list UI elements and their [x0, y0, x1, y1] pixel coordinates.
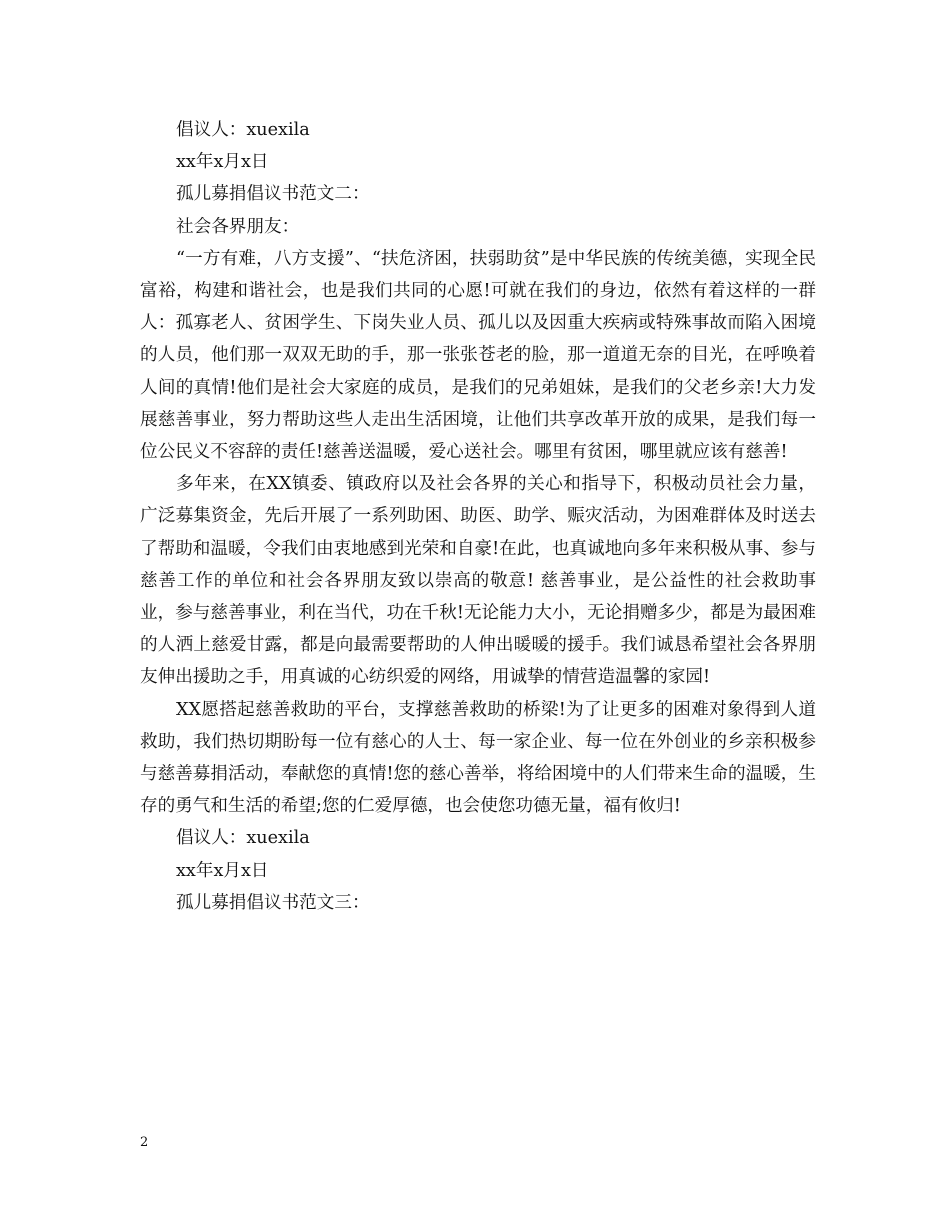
date-line: xx年x月x日: [176, 860, 269, 881]
page-number: 2: [140, 1135, 149, 1150]
body-paragraph: 多年来，在XX镇委、镇政府以及社会各界的关心和指导下，积极动员社会力量，广泛募集资金，先后开展了一系列助困、助医、助学、赈灾活动，为困难群体及时送去了帮助和温暖，令我们由衷地感到光荣和自豪!在此，也真诚地向多年来积极从事、参与慈善工作的单位和社会各界朋友致以崇高的敬意! 慈善事业，是公益性的社会救助事业，参与慈善事业，利在当代，功在千秋!无论能力大小，无论捐赠多少，都是为最困难的人洒上慈爱甘露，都是向最需要帮助的人伸出暖暖的援手。我们诚恳希望社会各界朋友伸出援助之手，用真诚的心纺织爱的网络，用诚挚的情营造温馨的家园!: [140, 474, 816, 688]
body-paragraph: “一方有难，八方支援”、“扶危济困，扶弱助贫”是中华民族的传统美德，实现全民富裕，构建和谐社会，也是我们共同的心愿!可就在我们的身边，依然有着这样的一群人：孤寡老人、贫困学生、下岗失业人员、孤儿以及因重大疾病或特殊事故而陷入困境的人员，他们那一双双无助的手，那一张张苍老的脸，那一道道无奈的目光，在呼唤着人间的真情!他们是社会大家庭的成员，是我们的兄弟姐妹，是我们的父老乡亲!大力发展慈善事业，努力帮助这些人走出生活困境，让他们共享改革开放的成果，是我们每一位公民义不容辞的责任!慈善送温暖，爱心送社会。哪里有贫困，哪里就应该有慈善!: [140, 248, 816, 463]
date-line: xx年x月x日: [176, 152, 269, 173]
section-heading: 孤儿募捐倡议书范文二：: [176, 184, 370, 205]
body-paragraph: XX愿搭起慈善救助的平台，支撑慈善救助的桥梁!为了让更多的困难对象得到人道救助，我们热切期盼每一位有慈心的人士、每一家企业、每一位在外创业的乡亲积极参与慈善募捐活动，奉献您的真情!您的慈心善举，将给困境中的人们带来生命的温暖，生存的勇气和生活的希望;您的仁爱厚德，也会使您功德无量，福有攸归!: [140, 699, 816, 817]
document-body: [140, 114, 816, 919]
section-heading: 孤儿募捐倡议书范文三：: [176, 892, 370, 913]
salutation: 社会各界朋友：: [176, 216, 300, 237]
signature-line: 倡议人：xuexila: [176, 120, 310, 140]
signature-line: 倡议人：xuexila: [176, 828, 310, 849]
